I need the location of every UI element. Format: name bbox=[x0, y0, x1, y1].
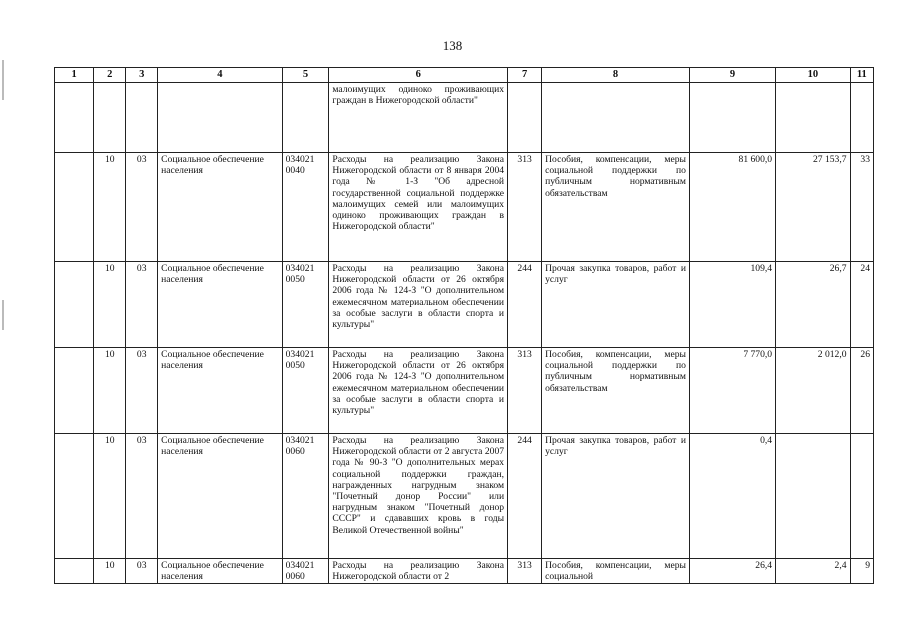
expense-type-name: Пособия, компенсации, меры социальной bbox=[542, 559, 690, 584]
target-article-code: 034021 0060 bbox=[282, 559, 329, 584]
subsection-name: Социальное обеспечение населения bbox=[158, 262, 282, 348]
executed-amount: 27 153,7 bbox=[776, 153, 850, 262]
expense-type-code: 244 bbox=[508, 434, 542, 559]
expense-description: Расходы на реализацию Закона Нижегородской области от 8 января 2004 года № 1-З "Об адресной государственной социальной поддержке малоимущих семей или малоимущих одиноко проживающих граждан в Нижегородской области" bbox=[329, 153, 508, 262]
table-row bbox=[55, 559, 874, 584]
execution-percent: 24 bbox=[850, 262, 873, 348]
planned-amount: 81 600,0 bbox=[689, 153, 775, 262]
expense-description: Расходы на реализацию Закона Нижегородской области от 26 октября 2006 года № 124-З "О дополнительном ежемесячном материальном обеспечении за особые заслуги в области спорта и культуры" bbox=[329, 262, 508, 348]
execution-percent: 9 bbox=[850, 559, 873, 584]
section-code: 10 bbox=[94, 262, 126, 348]
scan-edge-mark bbox=[2, 60, 4, 100]
table-cell bbox=[94, 83, 126, 153]
expense-description: малоимущих одиноко проживающих граждан в Нижегородской области" bbox=[329, 83, 508, 153]
table-row bbox=[55, 153, 874, 262]
section-code: 10 bbox=[94, 559, 126, 584]
subsection-code: 03 bbox=[126, 348, 158, 434]
page-number: 138 bbox=[442, 38, 463, 53]
table-cell bbox=[689, 83, 775, 153]
expense-type-name: Прочая закупка товаров, работ и услуг bbox=[542, 434, 690, 559]
target-article-code: 034021 0050 bbox=[282, 348, 329, 434]
table-cell bbox=[55, 83, 94, 153]
executed-amount: 2 012,0 bbox=[776, 348, 850, 434]
executed-amount bbox=[776, 434, 850, 559]
target-article-code: 034021 0040 bbox=[282, 153, 329, 262]
column-header: 4 bbox=[158, 68, 282, 83]
execution-percent: 26 bbox=[850, 348, 873, 434]
column-header: 7 bbox=[508, 68, 542, 83]
table-cell bbox=[55, 434, 94, 559]
table-cell bbox=[126, 83, 158, 153]
table-cell bbox=[508, 83, 542, 153]
expense-description: Расходы на реализацию Закона Нижегородской области от 2 августа 2007 года № 90-З "О дополнительных мерах социальной поддержки граждан, награжденных нагрудным знаком "Почетный донор России" или нагрудным знаком "Почетный донор СССР" и сдававших кровь в годы Великой Отечественной войны" bbox=[329, 434, 508, 559]
executed-amount: 2,4 bbox=[776, 559, 850, 584]
table-cell bbox=[55, 153, 94, 262]
subsection-code: 03 bbox=[126, 559, 158, 584]
planned-amount: 0,4 bbox=[689, 434, 775, 559]
scan-edge-mark bbox=[2, 300, 4, 330]
subsection-name: Социальное обеспечение населения bbox=[158, 348, 282, 434]
execution-percent: 33 bbox=[850, 153, 873, 262]
target-article-code: 034021 0060 bbox=[282, 434, 329, 559]
section-code: 10 bbox=[94, 153, 126, 262]
subsection-name: Социальное обеспечение населения bbox=[158, 153, 282, 262]
column-header: 6 bbox=[329, 68, 508, 83]
expense-type-code: 313 bbox=[508, 559, 542, 584]
table-row bbox=[55, 434, 874, 559]
planned-amount: 7 770,0 bbox=[689, 348, 775, 434]
subsection-name: Социальное обеспечение населения bbox=[158, 559, 282, 584]
table-cell bbox=[850, 83, 873, 153]
expense-type-name: Прочая закупка товаров, работ и услуг bbox=[542, 262, 690, 348]
expense-type-name: Пособия, компенсации, меры социальной поддержки по публичным нормативным обязательствам bbox=[542, 348, 690, 434]
expense-type-name: Пособия, компенсации, меры социальной поддержки по публичным нормативным обязательствам bbox=[542, 153, 690, 262]
planned-amount: 109,4 bbox=[689, 262, 775, 348]
section-code: 10 bbox=[94, 434, 126, 559]
budget-table bbox=[54, 67, 874, 584]
table-cell bbox=[55, 348, 94, 434]
column-header: 11 bbox=[850, 68, 873, 83]
expense-type-code: 244 bbox=[508, 262, 542, 348]
executed-amount: 26,7 bbox=[776, 262, 850, 348]
column-header: 8 bbox=[542, 68, 690, 83]
table-cell bbox=[776, 83, 850, 153]
table-cell bbox=[282, 83, 329, 153]
header-row bbox=[55, 68, 874, 83]
table-cell bbox=[55, 262, 94, 348]
column-header: 10 bbox=[776, 68, 850, 83]
column-header: 1 bbox=[55, 68, 94, 83]
column-header: 3 bbox=[126, 68, 158, 83]
subsection-name: Социальное обеспечение населения bbox=[158, 434, 282, 559]
table-row bbox=[55, 262, 874, 348]
expense-description: Расходы на реализацию Закона Нижегородской области от 26 октября 2006 года № 124-З "О дополнительном ежемесячном материальном обеспечении за особые заслуги в области спорта и культуры" bbox=[329, 348, 508, 434]
expense-type-code: 313 bbox=[508, 348, 542, 434]
subsection-code: 03 bbox=[126, 153, 158, 262]
column-header: 9 bbox=[689, 68, 775, 83]
subsection-code: 03 bbox=[126, 434, 158, 559]
expense-type-code: 313 bbox=[508, 153, 542, 262]
table-cell bbox=[542, 83, 690, 153]
target-article-code: 034021 0050 bbox=[282, 262, 329, 348]
execution-percent bbox=[850, 434, 873, 559]
table-row bbox=[55, 83, 874, 153]
table-cell bbox=[158, 83, 282, 153]
expense-description: Расходы на реализацию Закона Нижегородской области от 2 bbox=[329, 559, 508, 584]
section-code: 10 bbox=[94, 348, 126, 434]
column-header: 5 bbox=[282, 68, 329, 83]
subsection-code: 03 bbox=[126, 262, 158, 348]
table-cell bbox=[55, 559, 94, 584]
planned-amount: 26,4 bbox=[689, 559, 775, 584]
column-header: 2 bbox=[94, 68, 126, 83]
table-row bbox=[55, 348, 874, 434]
